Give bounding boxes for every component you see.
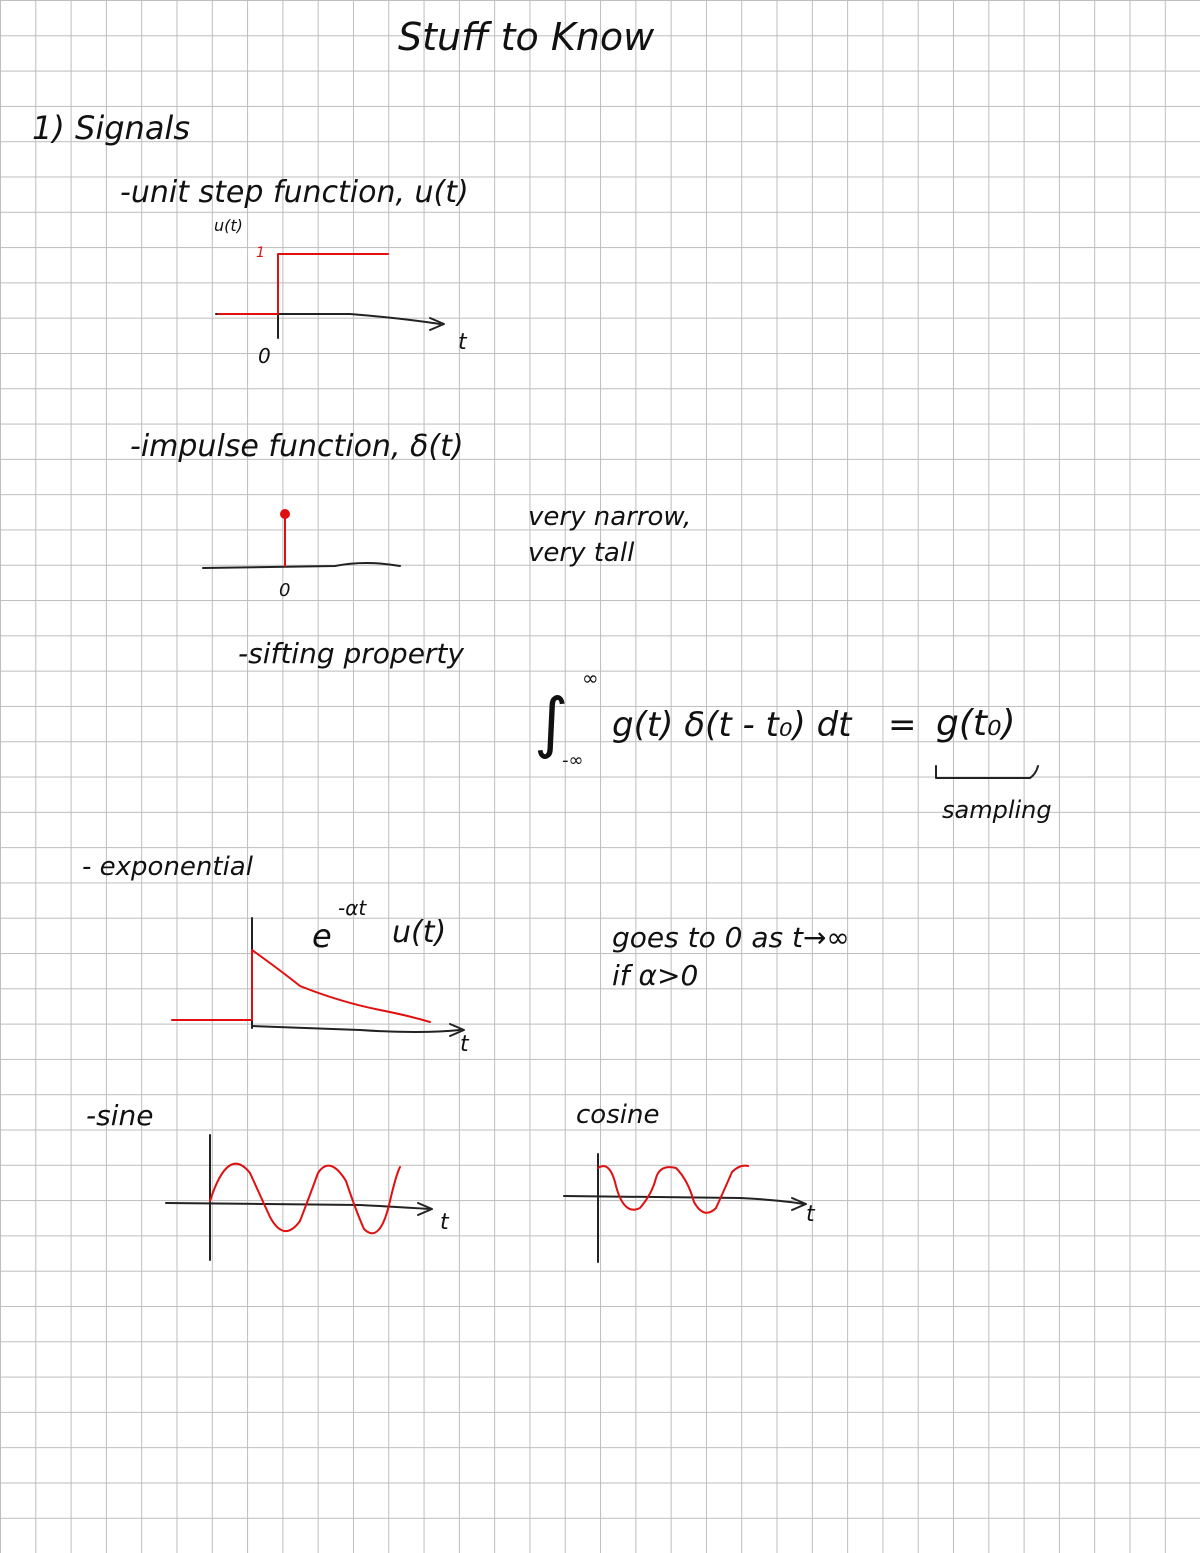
exponential-axis-label: t [460,1032,469,1057]
impulse-note-line2: very tall [528,538,635,568]
sine-plot [160,1125,460,1270]
unit-step-signal [218,254,388,314]
exponential-x-axis [252,1026,460,1032]
sine-signal [210,1164,400,1234]
unit-step-heading: -unit step function, u(t) [120,175,469,210]
impulse-tip [280,509,290,519]
impulse-plot [195,500,415,580]
cosine-heading: cosine [576,1100,660,1130]
exponential-signal [172,950,430,1022]
sifting-heading: -sifting property [238,637,464,670]
sampling-label: sampling [942,796,1052,824]
impulse-note-line1: very narrow, [528,502,692,532]
sifting-result: g(t₀) [936,703,1016,744]
exponential-formula-tail: u(t) [392,915,447,950]
unit-step-axis [216,314,440,324]
cosine-axis-label: t [806,1202,815,1227]
exponential-formula-base: e [312,917,332,955]
exponential-note-line2: if α>0 [612,959,699,992]
unit-step-plot [200,240,460,350]
section-heading-signals: 1) Signals [32,109,190,147]
exponential-heading: - exponential [82,852,253,882]
sine-axis-label: t [440,1210,449,1235]
integral-lower-limit: -∞ [562,750,584,771]
sampling-brace [930,760,1050,790]
integral-upper-limit: ∞ [582,666,599,690]
impulse-heading: -impulse function, δ(t) [130,429,464,464]
impulse-axis [203,563,400,568]
impulse-origin-label: 0 [279,580,291,601]
page-title: Stuff to Know [398,15,655,59]
unit-step-ylabel: u(t) [214,216,243,235]
exponential-formula-exponent: -αt [338,896,367,920]
sifting-integrand: g(t) δ(t - t₀) dt [612,705,852,745]
exponential-plot [160,896,480,1060]
integral-sign: ∫ [534,684,569,761]
unit-step-level-label: 1 [256,245,265,261]
sifting-equals: = [888,705,917,745]
exponential-note-line1: goes to 0 as t→∞ [612,921,850,954]
cosine-signal [598,1166,748,1213]
unit-step-origin-label: 0 [258,344,271,368]
sine-x-axis [166,1203,430,1209]
unit-step-axis-label: t [458,330,467,355]
cosine-x-axis [564,1196,804,1204]
sine-heading: -sine [86,1099,154,1132]
cosine-plot [560,1150,820,1270]
